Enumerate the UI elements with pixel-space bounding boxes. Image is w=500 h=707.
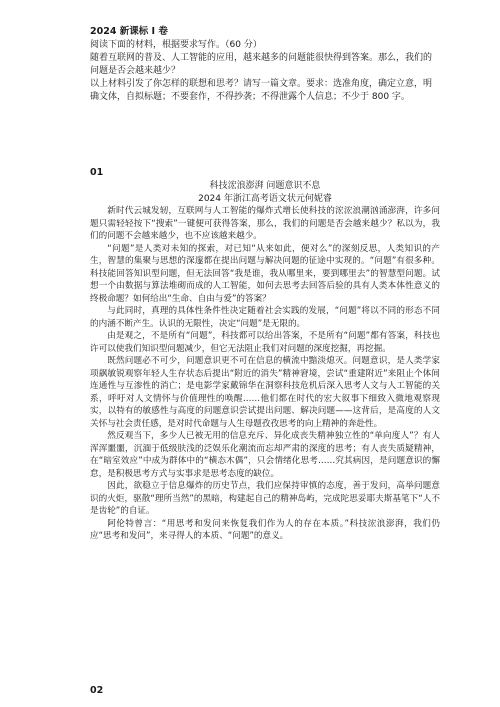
essay-author: 2024 年浙江高考语文状元何妮睿: [198, 193, 332, 204]
essay-paragraph: 由是观之，不是所有“问题”，科技都可以给出答案，不是所有“问题”都有答案，科技也许可以使我们知识型问题减少，但它无法阻止我们对问题的深度挖掘，再挖掘。: [90, 331, 440, 354]
essay-paragraph: 因此，欲稳立于信息爆炸的历史节点，我们应保持审慎的态度，善于发问，高举问题意识的火炬，驱散“理所当然”的黑暗，构建起自己的精神岛屿，完成陀思妥耶夫斯基笔下“人不是齿轮”的自证。: [90, 481, 440, 516]
essay-paragraph: 然反观当下，多少人已被无用的信息充斥、异化成丧失精神独立性的“单向度人”？有人浑浑噩噩，沉湎于低级肤浅的泛娱乐化潮流而忘却严肃的深度的思考；有人丧失质疑精神，在“暗室效应”中成为群体中的“横态木偶”，只会情绪化思考……究其病因，是问题意识的懈怠，是积极思考方式与实事求是思考态度的缺位。: [90, 431, 440, 479]
section-label-01: 01: [90, 167, 104, 178]
essay-paragraph: 既然问题必不可少，问题意识更不可在信息的横流中黯淡熄灭。问题意识，是人类学家项飙敏锐观察年轻人生存状态后提出“附近的消失”精神窘境，尝试“重建附近”来阻止个体间连通性与互渗性的消亡；是电影学家戴锦华在洞察科技危机后深入思考人文与人工智能的关系，呼吁对人文情怀与价值理性的唤醒……他们都在时代的宏大叙事下细致入微地观察现实，以特有的敏感性与高度的问题意识尝试提出问题、解决问题——这背后，是高度的人文关怀与社会责任感，是对时代命题与人生母题孜孜思考的向上精神的奔赴性。: [90, 356, 440, 429]
prompt-block: [90, 39, 440, 104]
essay-paragraph: “问题”是人类对未知的探索，对已知“从来如此，便对么”的深刻反思，人类知识的产生，智慧的集聚与思想的深邃都在提出问题与解决问题的征途中实现的。“问题”有很多种。科技能回答知识型问题，但无法回答“我是谁，我从哪里来，要到哪里去”的智慧型问题。试想一个由数据与算法堆砌而成的人工智能，如何去思考去回答后验的具有人类本体性意义的终极命题？如何给出“生命、自由与爱”的答案？: [90, 243, 440, 304]
exam-title: 2024 新课标 I 卷: [90, 26, 168, 37]
essay-01: [90, 180, 440, 543]
essay-title: 科技浤浪澎湃 问题意识不息: [209, 181, 321, 191]
section-label-02: 02: [90, 685, 104, 696]
essay-paragraph: 与此同时，真理的具体性条件性决定随着社会实践的发展，“问题”将以不同的形态不同的内涵不断产生。认识的无限性，决定“问题”是无限的。: [90, 306, 440, 329]
prompt-line: 以上材料引发了你怎样的联想和思考？请写一篇文章。要求：选准角度，确定立意，明确文体，自拟标题；不要套作，不得抄袭；不得泄露个人信息；不少于 800 字。: [90, 79, 433, 102]
prompt-line: 随着互联网的普及、人工智能的应用，越来越多的问题能很快得到答案。那么，我们的问题是否会越来越少？: [90, 53, 433, 76]
prompt-header: [90, 25, 440, 104]
essay-paragraph: 阿伦特曾言：“用思考和发问来恢复我们作为人的存在本质。”科技浤浪澎湃，我们仍应“思考和发问”，来寻得人的本质、“问题”的意义。: [90, 518, 440, 541]
essay-paragraph: 新时代云城发轫，互联网与人工智能的爆炸式增长使科技的浤浤浪潮汹涌澎湃，许多问题只需轻轻按下“搜索”一键便可获得答案，那么，我们的问题是否会越来越少？私以为，我们的问题不会越来越少，也不应该越来越少。: [90, 206, 440, 241]
prompt-line: 阅读下面的材料，根据要求写作。（60 分）: [90, 40, 262, 50]
